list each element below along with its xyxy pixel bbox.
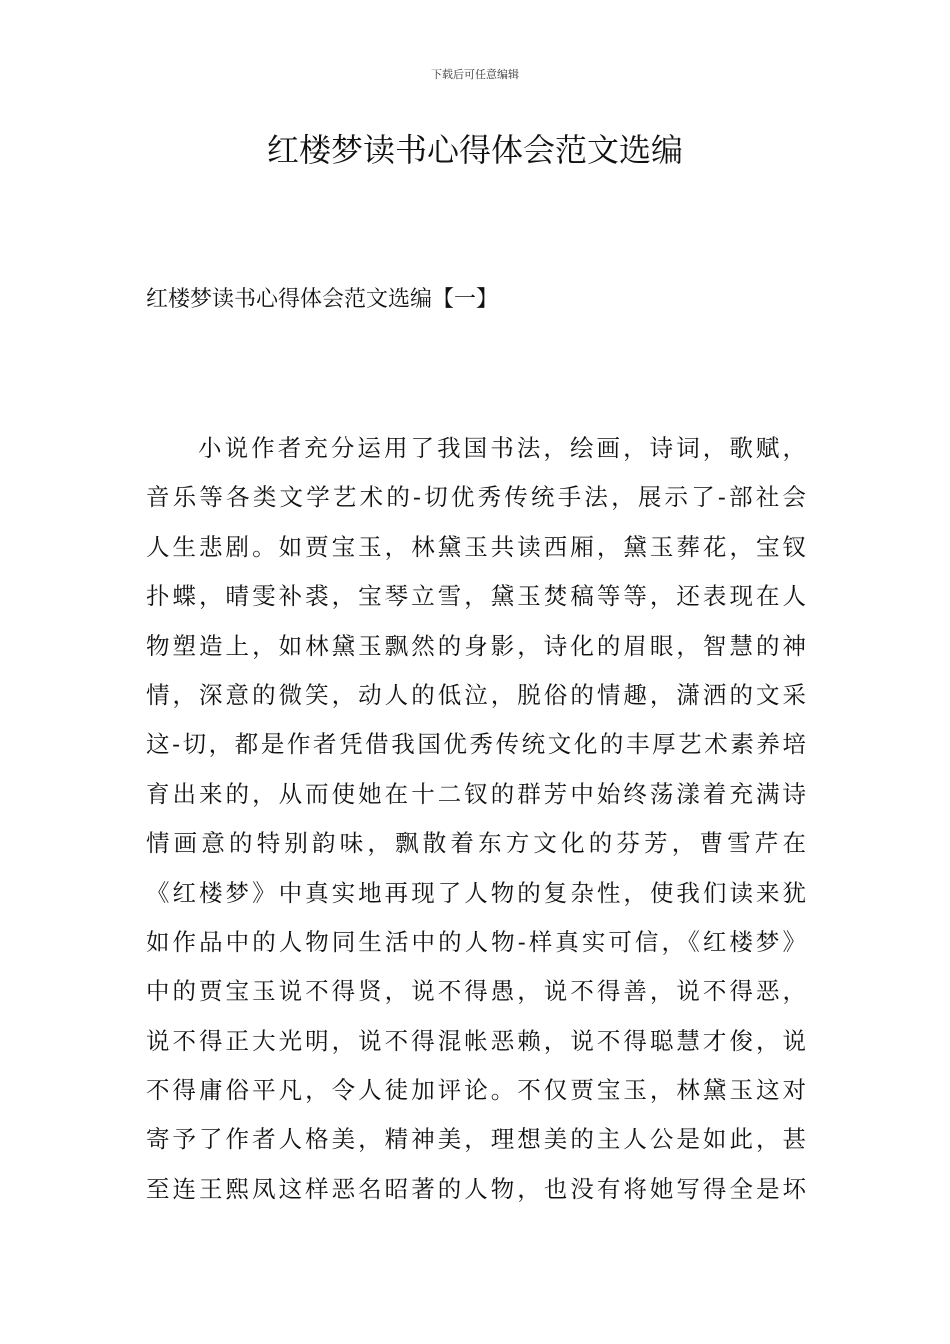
paragraph-line: 中的贾宝玉说不得贤，说不得愚，说不得善，说不得恶，: [146, 977, 806, 1006]
paragraph-line: 这-切，都是作者凭借我国优秀传统文化的丰厚艺术素养培: [146, 730, 806, 759]
paragraph-line: 情画意的特别韵味，飘散着东方文化的芬芳，曹雪芹在: [146, 829, 806, 858]
paragraph-line: 小说作者充分运用了我国书法，绘画，诗词，歌赋，: [198, 434, 806, 462]
paragraph-line: 如作品中的人物同生活中的人物-样真实可信，《红楼梦》: [146, 927, 806, 956]
paragraph-line: 育出来的，从而使她在十二钗的群芳中始终荡漾着充满诗: [146, 779, 806, 808]
paragraph-line: 不得庸俗平凡，令人徒加评论。不仅贾宝玉，林黛玉这对: [146, 1076, 806, 1105]
paragraph-line: 寄予了作者人格美，精神美，理想美的主人公是如此，甚: [146, 1125, 806, 1154]
paragraph-line: 人生悲剧。如贾宝玉，林黛玉共读西厢，黛玉葬花，宝钗: [146, 532, 806, 561]
section-heading: 红楼梦读书心得体会范文选编【一】: [146, 287, 499, 312]
header-note: 下载后可任意编辑: [431, 68, 519, 81]
body-paragraph: [146, 424, 806, 1214]
document-title: 红楼梦读书心得体会范文选编: [266, 131, 683, 169]
paragraph-line: 至连王熙凤这样恶名昭著的人物，也没有将她写得全是坏: [146, 1174, 806, 1203]
paragraph-line: 情，深意的微笑，动人的低泣，脱俗的情趣，潇洒的文采: [146, 680, 806, 709]
paragraph-line: 扑蝶，晴雯补裘，宝琴立雪，黛玉焚稿等等，还表现在人: [146, 582, 806, 611]
paragraph-line: 《红楼梦》中真实地再现了人物的复杂性，使我们读来犹: [146, 878, 806, 907]
paragraph-line: 物塑造上，如林黛玉飘然的身影，诗化的眉眼，智慧的神: [146, 631, 806, 660]
paragraph-line: 说不得正大光明，说不得混帐恶赖，说不得聪慧才俊，说: [146, 1026, 806, 1055]
paragraph-line: 音乐等各类文学艺术的-切优秀传统手法，展示了-部社会: [146, 483, 806, 512]
